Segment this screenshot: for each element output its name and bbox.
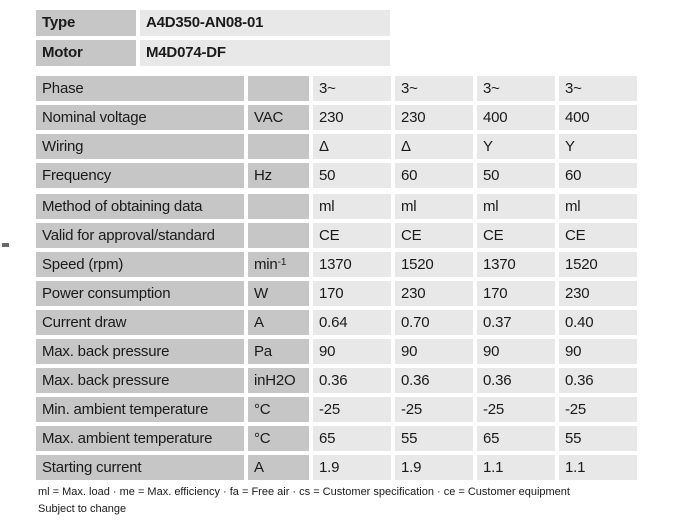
value-cell: 0.36 — [395, 368, 473, 393]
value-cell: 1.9 — [395, 455, 473, 480]
abbreviation-legend: ml = Max. load · me = Max. efficiency · fa = Free air · cs = Customer specification · ce = Customer equipment — [38, 486, 570, 498]
row-label: Valid for approval/standard — [36, 223, 244, 248]
datasheet — [36, 10, 637, 518]
unit-text: W — [254, 285, 268, 302]
value-cell: 65 — [477, 426, 555, 451]
value-cell: 60 — [559, 163, 637, 188]
value-cell: ml — [559, 194, 637, 219]
row-label: Phase — [36, 76, 244, 101]
value-cell: 1520 — [395, 252, 473, 277]
value-cell: 3~ — [477, 76, 555, 101]
value-cell: 230 — [395, 105, 473, 130]
row-label: Starting current — [36, 455, 244, 480]
row-max-ambient-temperature — [36, 426, 637, 451]
value-cell: 1520 — [559, 252, 637, 277]
row-speed — [36, 252, 637, 277]
motor-value: M4D074-DF — [140, 40, 390, 66]
nameplate-label: Motor — [36, 40, 136, 66]
value-cell: 65 — [313, 426, 391, 451]
row-label: Current draw — [36, 310, 244, 335]
value-cell: 0.36 — [559, 368, 637, 393]
value-cell: CE — [477, 223, 555, 248]
value-cell: 90 — [313, 339, 391, 364]
value-cell: 1.1 — [477, 455, 555, 480]
value-cell: ml — [477, 194, 555, 219]
value-cell: CE — [395, 223, 473, 248]
value-cell: 50 — [477, 163, 555, 188]
row-label: Max. back pressure — [36, 368, 244, 393]
unit-cell — [248, 281, 309, 306]
value-cell: 1370 — [477, 252, 555, 277]
value-cell: 90 — [395, 339, 473, 364]
unit-text: A — [254, 459, 264, 476]
value-cell: -25 — [395, 397, 473, 422]
value-cell: 170 — [477, 281, 555, 306]
value-cell: CE — [559, 223, 637, 248]
unit-cell — [248, 105, 309, 130]
unit-cell — [248, 455, 309, 480]
value-cell: 1.1 — [559, 455, 637, 480]
unit-text: °C — [254, 401, 271, 418]
row-current-draw — [36, 310, 637, 335]
unit-text: Pa — [254, 343, 272, 360]
row-max-back-pressure-pa — [36, 339, 637, 364]
row-min-ambient-temperature — [36, 397, 637, 422]
value-cell: -25 — [559, 397, 637, 422]
unit-cell — [248, 339, 309, 364]
value-cell: 55 — [559, 426, 637, 451]
row-label: Nominal voltage — [36, 105, 244, 130]
subject-to-change-note: Subject to change — [38, 503, 127, 515]
row-label: Min. ambient temperature — [36, 397, 244, 422]
unit-cell — [248, 310, 309, 335]
value-cell: 400 — [559, 105, 637, 130]
row-phase — [36, 76, 637, 101]
value-cell: 0.40 — [559, 310, 637, 335]
value-cell: 0.70 — [395, 310, 473, 335]
scan-artifact-dash — [2, 243, 9, 247]
value-cell: 0.37 — [477, 310, 555, 335]
value-cell: ml — [395, 194, 473, 219]
unit-superscript: -1 — [277, 257, 287, 268]
unit-text: inH2O — [254, 372, 296, 389]
unit-cell — [248, 223, 309, 248]
value-cell: ml — [313, 194, 391, 219]
nameplate-block — [36, 10, 637, 66]
unit-text: VAC — [254, 109, 284, 126]
value-cell: 0.36 — [477, 368, 555, 393]
value-cell: 230 — [395, 281, 473, 306]
footer — [36, 484, 637, 518]
value-cell: 0.36 — [313, 368, 391, 393]
value-cell: Y — [559, 134, 637, 159]
row-label: Max. ambient temperature — [36, 426, 244, 451]
value-cell: 60 — [395, 163, 473, 188]
value-cell: Δ — [313, 134, 391, 159]
value-cell: CE — [313, 223, 391, 248]
value-cell: 230 — [559, 281, 637, 306]
row-starting-current — [36, 455, 637, 480]
value-cell: -25 — [313, 397, 391, 422]
row-valid-for-approval — [36, 223, 637, 248]
row-wiring — [36, 134, 637, 159]
value-cell: -25 — [477, 397, 555, 422]
row-nominal-voltage — [36, 105, 637, 130]
row-label: Max. back pressure — [36, 339, 244, 364]
row-label: Frequency — [36, 163, 244, 188]
unit-cell — [248, 397, 309, 422]
value-cell: 400 — [477, 105, 555, 130]
value-cell: Y — [477, 134, 555, 159]
row-label: Method of obtaining data — [36, 194, 244, 219]
unit-cell — [248, 194, 309, 219]
value-cell: 230 — [313, 105, 391, 130]
unit-cell — [248, 163, 309, 188]
performance-table — [36, 194, 637, 480]
value-cell: 90 — [477, 339, 555, 364]
nameplate-label: Type — [36, 10, 136, 36]
value-cell: Δ — [395, 134, 473, 159]
value-cell: 55 — [395, 426, 473, 451]
row-method-of-obtaining-data — [36, 194, 637, 219]
unit-cell — [248, 134, 309, 159]
nameplate-row-type — [36, 10, 637, 36]
value-cell: 170 — [313, 281, 391, 306]
unit-cell — [248, 76, 309, 101]
unit-cell — [248, 252, 309, 277]
unit-cell — [248, 368, 309, 393]
value-cell: 0.64 — [313, 310, 391, 335]
row-power-consumption — [36, 281, 637, 306]
value-cell: 90 — [559, 339, 637, 364]
row-label: Wiring — [36, 134, 244, 159]
unit-text: Hz — [254, 167, 272, 184]
nameplate-row-motor — [36, 40, 637, 66]
row-max-back-pressure-inh2o — [36, 368, 637, 393]
unit-text: A — [254, 314, 264, 331]
unit-text: min — [254, 256, 278, 273]
value-cell: 3~ — [313, 76, 391, 101]
unit-cell — [248, 426, 309, 451]
value-cell: 1.9 — [313, 455, 391, 480]
value-cell: 1370 — [313, 252, 391, 277]
type-value: A4D350-AN08-01 — [140, 10, 390, 36]
row-label: Power consumption — [36, 281, 244, 306]
unit-text: °C — [254, 430, 271, 447]
row-frequency — [36, 163, 637, 188]
value-cell: 3~ — [395, 76, 473, 101]
row-label: Speed (rpm) — [36, 252, 244, 277]
electrical-table — [36, 76, 637, 188]
value-cell: 3~ — [559, 76, 637, 101]
value-cell: 50 — [313, 163, 391, 188]
